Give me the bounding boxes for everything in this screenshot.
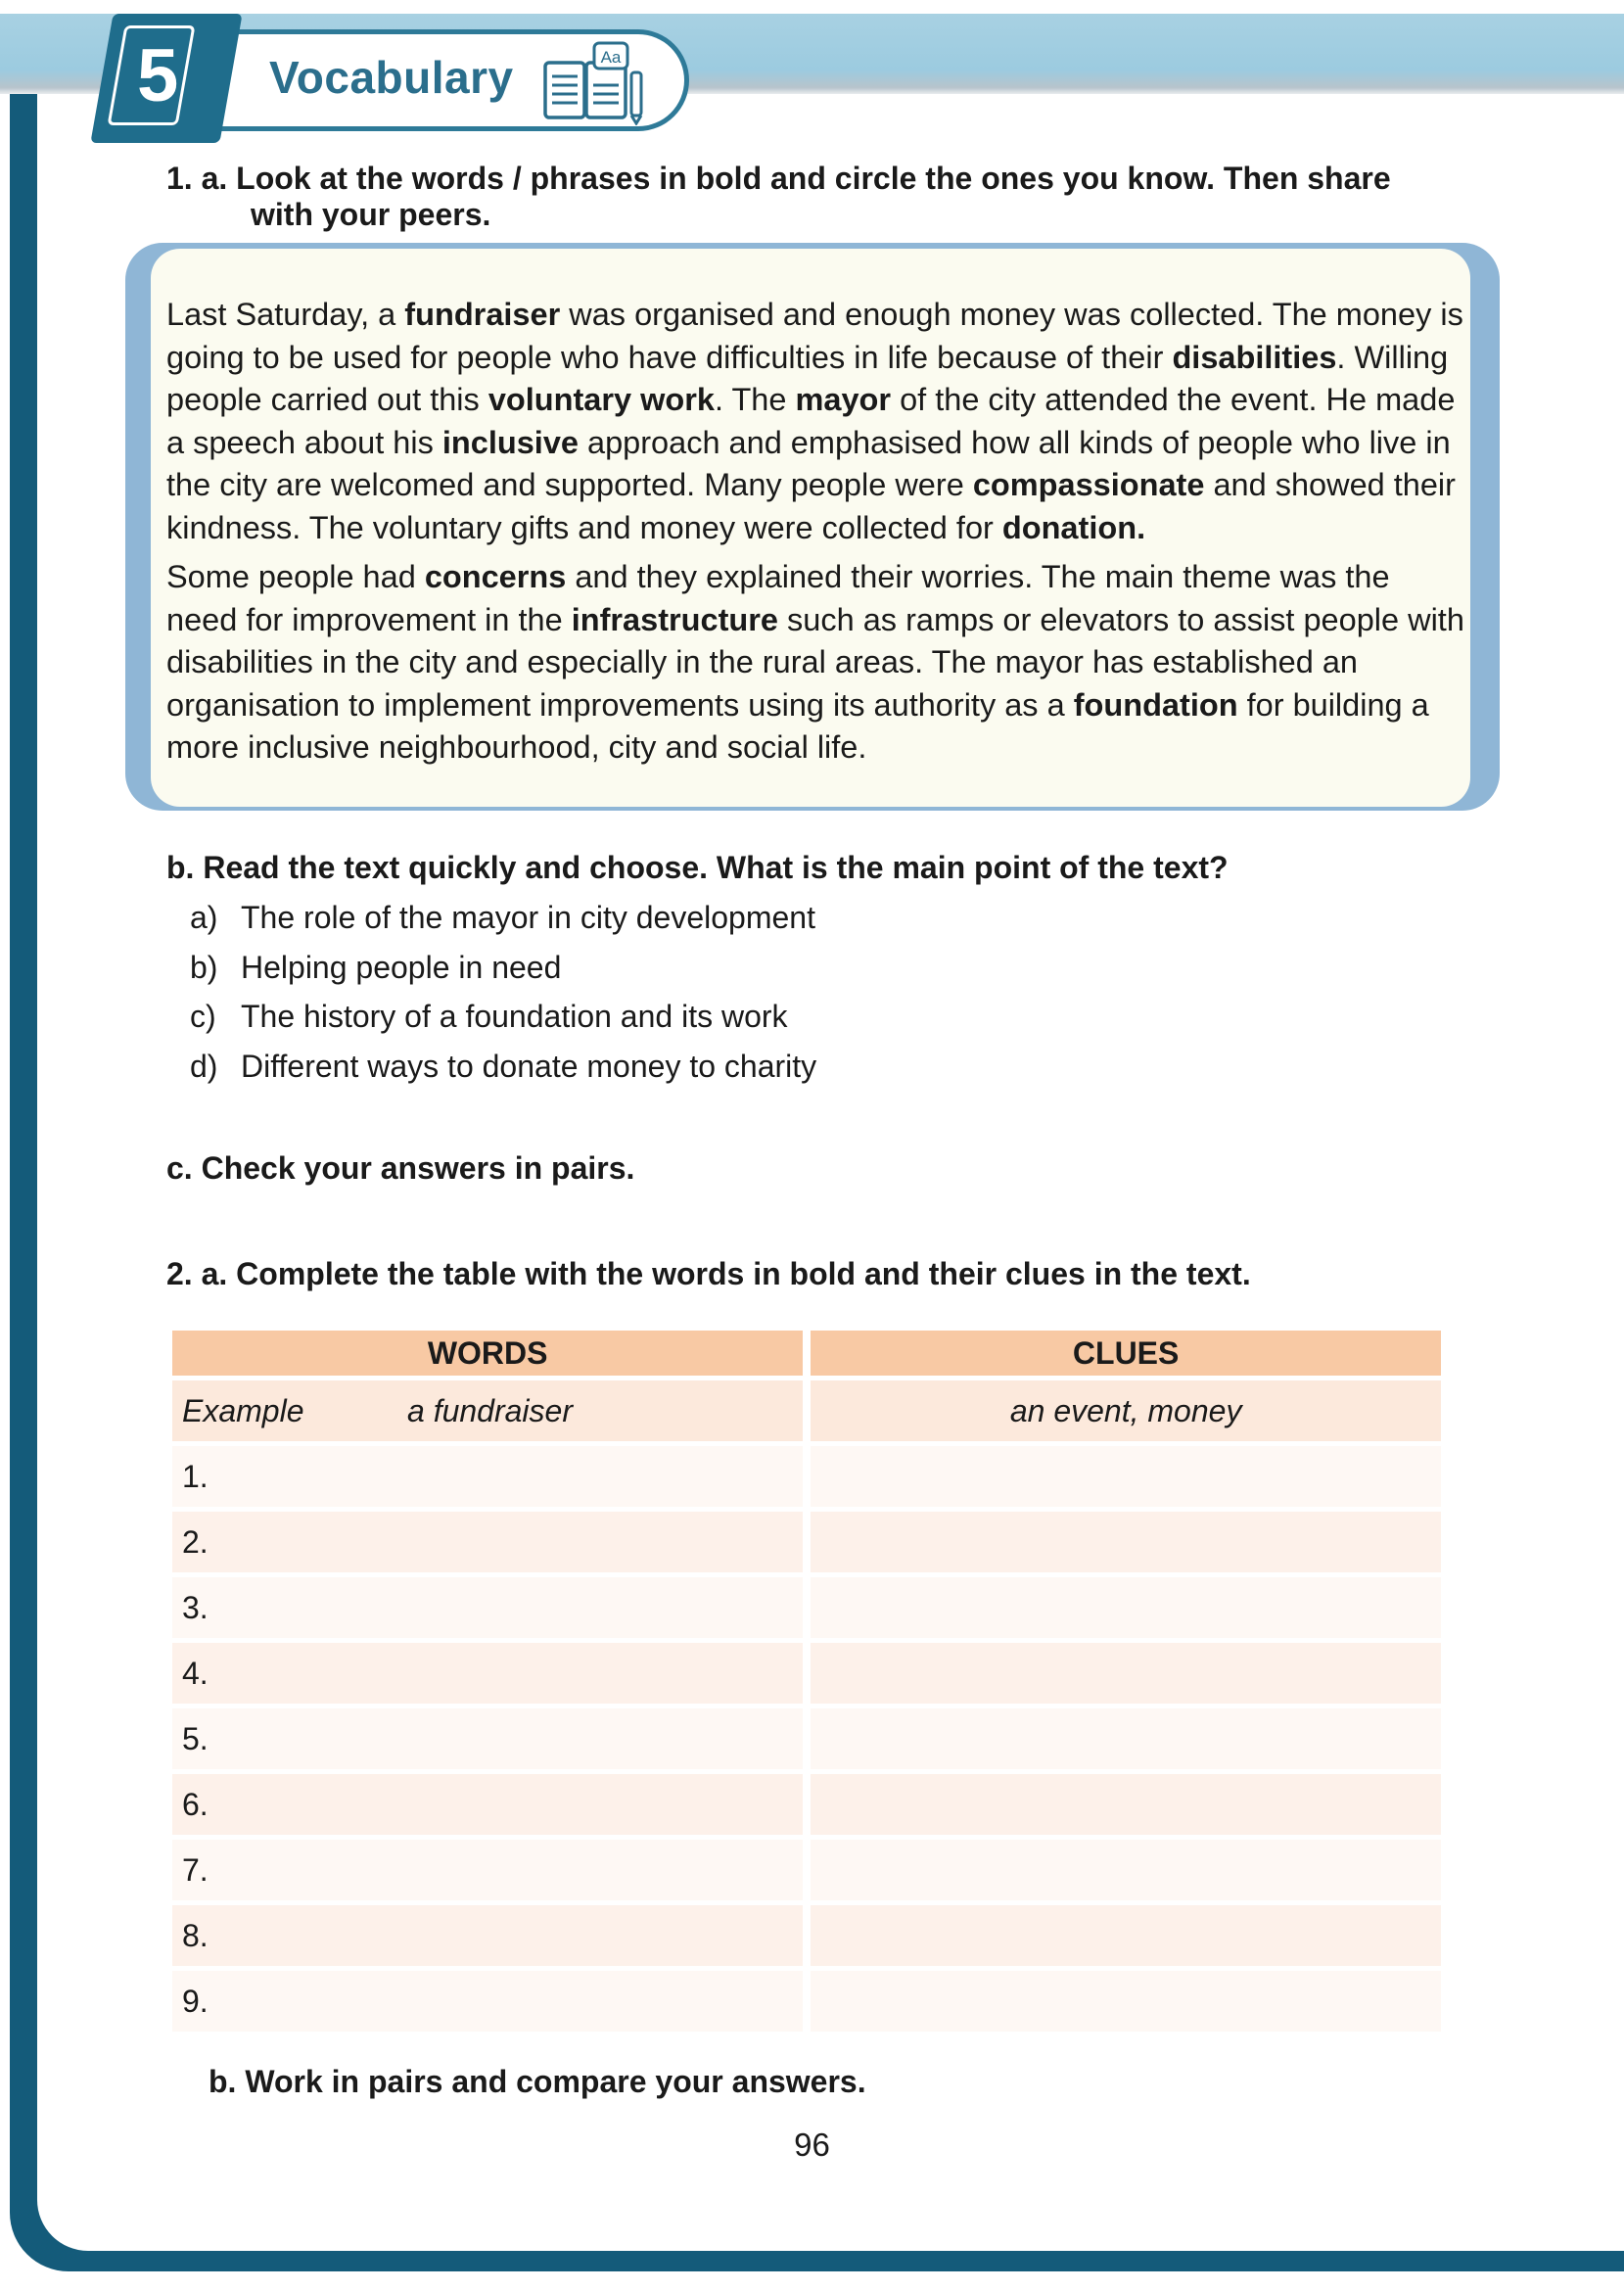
text-segment: and showed their kindness. The voluntary gifts and money were collected for [166,467,1456,545]
exercise-1b-prompt: b. Read the text quickly and choose. What is the main point of the text? [166,850,1229,885]
table-example-row [172,1380,1441,1441]
text-segment: . Willing people carried out this [166,339,1449,417]
section-title: Vocabulary [269,52,514,103]
row-number-cell: 3. [172,1577,803,1638]
icon-badge-text: Aa [600,48,622,67]
table-row [172,1446,1441,1507]
option-text: The history of a foundation and its work [241,999,788,1034]
clue-cell [811,1840,1441,1900]
page-number: 96 [794,2127,830,2163]
answer-option [190,949,561,986]
bold-vocabulary-word: compassionate [972,467,1205,502]
bold-vocabulary-word: inclusive [441,424,579,460]
example-word: a fundraiser [407,1392,573,1428]
example-label: Example [182,1392,304,1428]
row-number-cell: 4. [172,1643,803,1704]
option-label: a) [190,900,218,935]
exercise-1a-prompt-cont: with your peers. [251,197,491,232]
reading-paragraph-1 [166,294,1468,549]
option-label: d) [190,1049,218,1084]
text-segment: such as ramps or elevators to assist people with disabilities in the city and especially in the rural areas. The mayor has established an organisation to implement improvements using its authority as a [166,601,1464,723]
table-header-clues: CLUES [811,1331,1441,1376]
row-number-cell: 6. [172,1774,803,1835]
table-row [172,1905,1441,1966]
text-segment: of the city attended the event. He made a speech about his [166,382,1456,460]
table-row [172,1774,1441,1835]
exercise-1c-prompt: c. Check your answers in pairs. [166,1150,635,1186]
clue-cell [811,1971,1441,2032]
exercise-1a-prompt: 1. a. Look at the words / phrases in bold and circle the ones you know. Then share [166,161,1391,196]
text-segment: was organised and enough money was collected. The money is going to be used for people who have difficulties in life because of their [166,297,1463,375]
option-text: Different ways to donate money to charity [241,1049,817,1084]
bold-vocabulary-word: infrastructure [571,601,779,637]
clue-cell [811,1774,1441,1835]
row-number-cell: 5. [172,1708,803,1769]
option-text: Helping people in need [241,950,562,985]
row-number-cell: 2. [172,1512,803,1572]
table-row [172,1577,1441,1638]
table-row [172,1840,1441,1900]
bold-vocabulary-word: donation. [1001,509,1146,545]
bold-vocabulary-word: voluntary work [487,382,715,417]
clue-cell [811,1512,1441,1572]
row-number-cell: 8. [172,1905,803,1966]
option-label: c) [190,999,216,1034]
unit-number: 5 [137,34,179,117]
text-segment: Last Saturday, a [166,297,405,332]
table-row [172,1512,1441,1572]
bold-vocabulary-word: concerns [424,559,567,594]
row-number-cell: 9. [172,1971,803,2032]
table-row [172,1643,1441,1704]
book-vocabulary-icon [543,37,651,130]
bold-vocabulary-word: mayor [795,382,892,417]
exercise-2a-prompt: 2. a. Complete the table with the words in bold and their clues in the text. [166,1256,1251,1291]
reading-paragraph-2 [166,556,1468,770]
text-segment: and they explained their worries. The main theme was the need for improvement in the [166,559,1390,637]
text-segment: approach and emphasised how all kinds of people who live in the city are welcomed and supported. Many people were [166,424,1451,502]
row-number-cell: 1. [172,1446,803,1507]
exercise-2b-prompt: b. Work in pairs and compare your answers. [209,2064,866,2099]
answer-option [190,1048,816,1085]
text-segment: . The [714,382,796,417]
clue-cell [811,1446,1441,1507]
option-label: b) [190,950,218,985]
text-segment: Some people had [166,559,425,594]
bold-vocabulary-word: disabilities [1172,339,1337,375]
vocabulary-table [164,1326,1449,2036]
clue-cell [811,1905,1441,1966]
table-row [172,1971,1441,2032]
clue-cell [811,1708,1441,1769]
example-word-cell [172,1380,803,1441]
answer-option [190,899,815,936]
table-row [172,1708,1441,1769]
bold-vocabulary-word: fundraiser [404,297,561,332]
clue-cell [811,1577,1441,1638]
answer-option [190,998,788,1035]
option-text: The role of the mayor in city development [241,900,815,935]
row-number-cell: 7. [172,1840,803,1900]
clue-cell [811,1643,1441,1704]
table-header-words: WORDS [172,1331,803,1376]
example-clue: an event, money [811,1380,1441,1441]
text-segment: for building a more inclusive neighbourhood, city and social life. [166,686,1429,765]
bold-vocabulary-word: foundation [1073,686,1238,723]
